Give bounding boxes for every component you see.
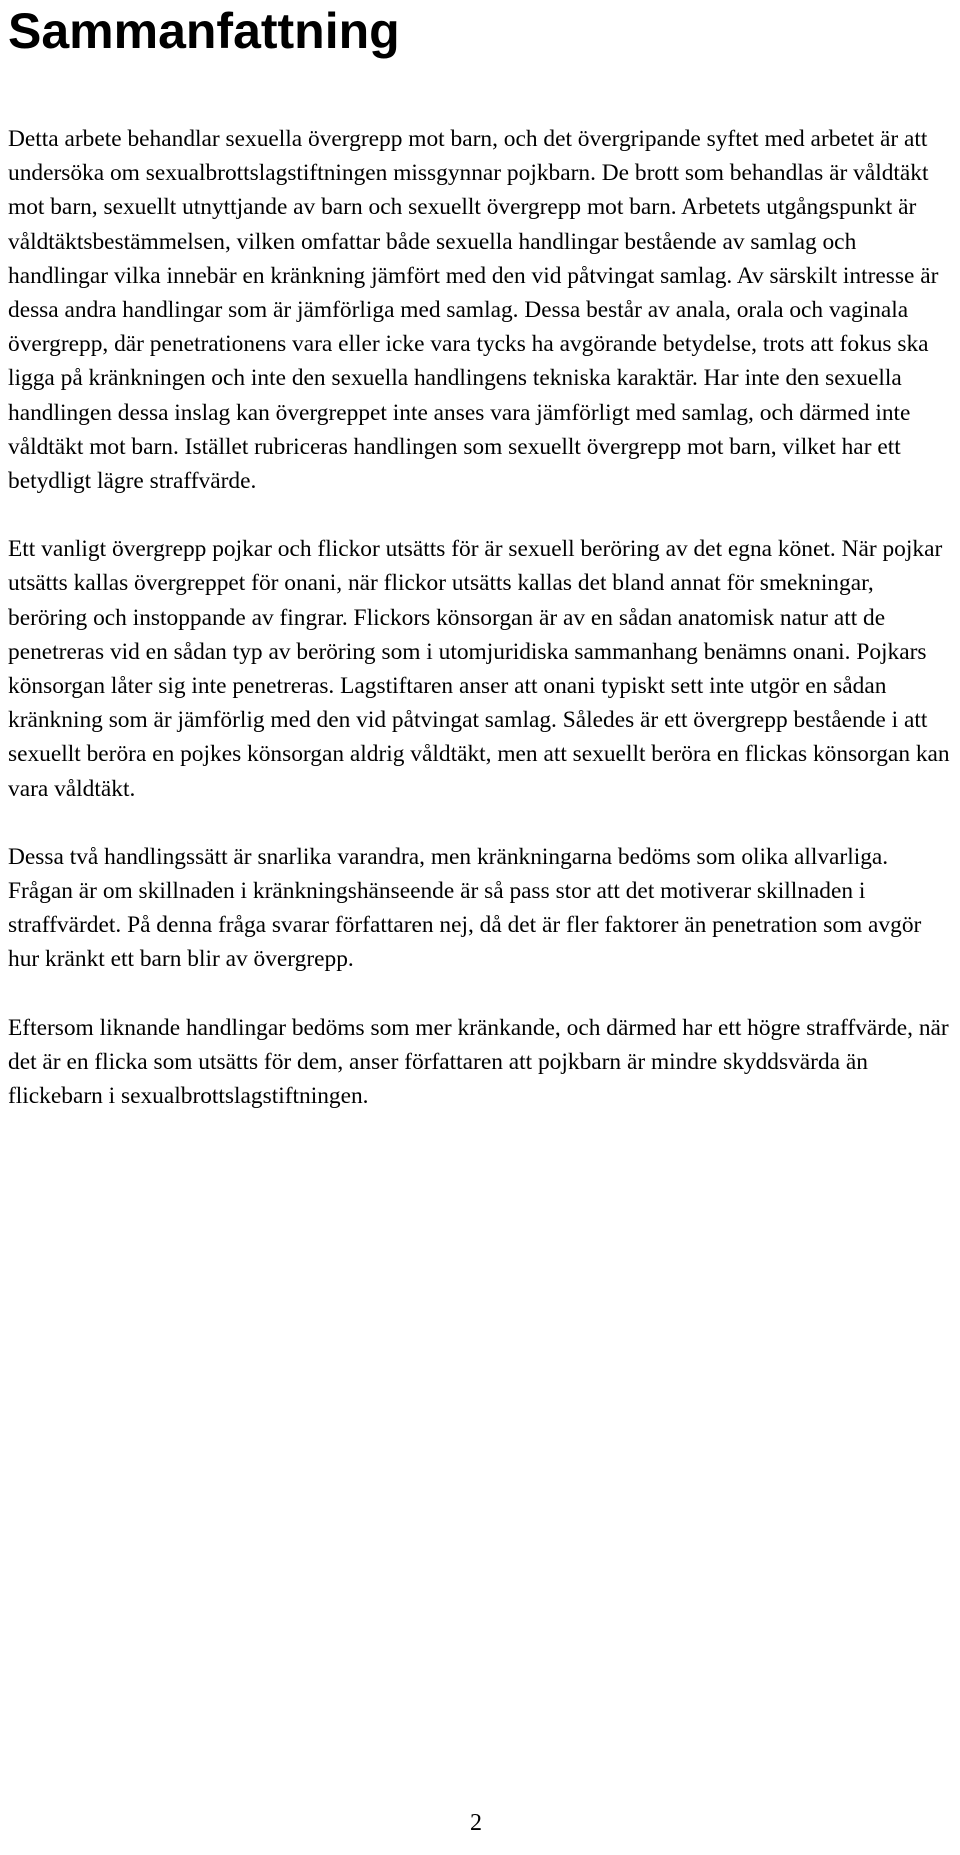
paragraph-2: Ett vanligt övergrepp pojkar och flickor utsätts för är sexuell beröring av det egna könet. När pojkar utsätts kallas övergreppet för onani, när flickor utsätts kallas det bland annat för smekningar, beröring och instoppande av fingrar. Flickors könsorgan är av en sådan anatomisk natur att de penetreras vid en sådan typ av beröring som i utomjuridiska sammanhang benämns onani. Pojkars könsorgan låter sig inte penetreras. Lagstiftaren anser att onani typiskt sett inte utgör en sådan kränkning som är jämförlig med den vid påtvingat samlag. Således är ett övergrepp bestående i att sexuellt beröra en pojkes könsorgan aldrig våldtäkt, men att sexuellt beröra en flickas könsorgan kan vara våldtäkt. (8, 536, 950, 802)
paragraph-1: Detta arbete behandlar sexuella övergrepp mot barn, och det övergripande syftet med arbetet är att undersöka om sexualbrottslagstiftningen missgynnar pojkbarn. De brott som behandlas är våldtäkt mot barn, sexuellt utnyttjande av barn och sexuellt övergrepp mot barn. Arbetets utgångspunkt är våldtäktsbestämmelsen, vilken omfattar både sexuella handlingar bestående av samlag och handlingar vilka innebär en kränkning jämfört med den vid påtvingat samlag. Av särskilt intresse är dessa andra handlingar som är jämförliga med samlag. Dessa består av anala, orala och vaginala övergrepp, där penetrationens vara eller icke vara tycks ha avgörande betydelse, trots att fokus ska ligga på kränkningen och inte den sexuella handlingens tekniska karaktär. Har inte den sexuella handlingen dessa inslag kan övergreppet inte anses vara jämförligt med samlag, och därmed inte våldtäkt mot barn. Istället rubriceras handlingen som sexuellt övergrepp mot barn, vilket har ett betydligt lägre straffvärde. (8, 126, 939, 495)
body-text (8, 122, 958, 1113)
paragraph-4: Eftersom liknande handlingar bedöms som mer kränkande, och därmed har ett högre straffvärde, när det är en flicka som utsätts för dem, anser författaren att pojkbarn är mindre skyddsvärda än flickebarn i sexualbrottslagstiftningen. (8, 1014, 949, 1110)
page-title: Sammanfattning (8, 3, 400, 59)
page-number: 2 (470, 1810, 482, 1836)
paragraph-3: Dessa två handlingssätt är snarlika varandra, men kränkningarna bedöms som olika allvarliga. Frågan är om skillnaden i kränkningshänseende är så pass stor att det motiverar skillnaden i straffvärdet. På denna fråga svarar författaren nej, då det är fler faktorer än penetration som avgör hur kränkt ett barn blir av övergrepp. (8, 843, 922, 973)
